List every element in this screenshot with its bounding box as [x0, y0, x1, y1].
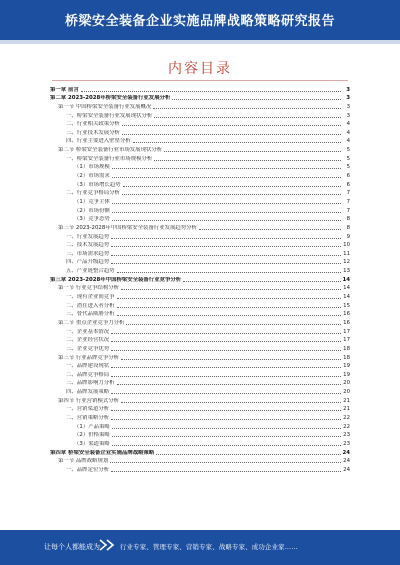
toc-entry[interactable] — [50, 215, 350, 224]
toc-page-number: 19 — [343, 371, 350, 378]
table-of-contents — [50, 85, 350, 474]
toc-entry-title: （2）市场需求 — [74, 173, 110, 180]
toc-page-number: 21 — [343, 406, 350, 413]
toc-leader-dots — [126, 324, 341, 325]
toc-entry[interactable] — [50, 362, 350, 371]
toc-leader-dots — [183, 281, 341, 282]
toc-entry[interactable] — [50, 387, 350, 396]
toc-leader-dots — [111, 376, 341, 377]
toc-entry[interactable] — [50, 120, 350, 129]
toc-leader-dots — [111, 471, 341, 472]
toc-entry[interactable] — [50, 457, 350, 466]
toc-leader-dots — [112, 436, 341, 437]
toc-entry[interactable] — [50, 284, 350, 293]
toc-entry-title: （3）渠道策略 — [74, 440, 110, 447]
toc-entry-title: 二、技术发展趋势 — [66, 242, 110, 249]
toc-entry[interactable] — [50, 258, 350, 267]
toc-entry-title: 四、品牌发展策略 — [66, 389, 110, 396]
toc-leader-dots — [164, 151, 341, 152]
toc-entry-title: 一、品牌定位分析 — [66, 466, 110, 473]
toc-entry[interactable] — [50, 465, 350, 474]
toc-entry-title: （1）市场规模 — [74, 164, 110, 171]
toc-leader-dots — [121, 402, 341, 403]
toc-page-number: 6 — [346, 173, 350, 180]
toc-entry[interactable] — [50, 405, 350, 414]
toc-page-number: 24 — [342, 449, 350, 456]
toc-entry[interactable] — [50, 249, 350, 258]
toc-leader-dots — [111, 393, 341, 394]
toc-leader-dots — [199, 229, 341, 230]
toc-entry[interactable] — [50, 94, 350, 103]
toc-page-number: 5 — [346, 147, 350, 154]
toc-page-number: 3 — [346, 103, 350, 110]
toc-entry[interactable] — [50, 336, 350, 345]
toc-leader-dots — [110, 462, 341, 463]
toc-page-number: 3 — [346, 112, 350, 119]
toc-leader-dots — [111, 246, 341, 247]
toc-leader-dots — [121, 289, 341, 290]
toc-leader-dots — [117, 298, 341, 299]
toc-page-number: 4 — [346, 121, 350, 128]
toc-entry-title: 第二节 桥梁安全装备行业市场发展现状分析 — [58, 147, 163, 154]
toc-page-number: 12 — [343, 259, 350, 266]
toc-entry[interactable] — [50, 379, 350, 388]
report-title: 桥梁安全装备企业实施品牌战略策略研究报告 — [64, 14, 335, 29]
toc-entry-title: 一、桥梁安全装备行业发展现状分析 — [66, 112, 153, 119]
toc-entry-title: 二、企业经营状况 — [66, 337, 110, 344]
toc-leader-dots — [154, 117, 341, 118]
toc-entry-title: 三、企业竞争优势 — [66, 345, 110, 352]
toc-entry[interactable] — [50, 310, 350, 319]
toc-leader-dots — [133, 142, 341, 143]
toc-entry-title: 三、替代品威胁分析 — [66, 311, 115, 318]
toc-entry-title: 一、现有企业间竞争 — [66, 294, 115, 301]
toc-entry[interactable] — [50, 266, 350, 275]
toc-entry[interactable] — [50, 171, 350, 180]
toc-entry[interactable] — [50, 431, 350, 440]
toc-page-number: 7 — [346, 207, 350, 214]
toc-page-number: 10 — [343, 242, 350, 249]
footer-tagline: 让每个人都能成为 — [44, 543, 100, 551]
toc-entry[interactable] — [50, 292, 350, 301]
toc-leader-dots — [112, 445, 341, 446]
toc-leader-dots — [122, 134, 341, 135]
toc-leader-dots — [111, 350, 341, 351]
toc-entry[interactable] — [50, 370, 350, 379]
toc-entry-title: 三、市场需求趋势 — [66, 250, 110, 257]
toc-entry-title: 第四节 行业营销模式分析 — [58, 397, 120, 404]
toc-entry-title: （2）市场份额 — [74, 207, 110, 214]
toc-entry-title: （1）产品策略 — [74, 423, 110, 430]
toc-leader-dots — [122, 194, 341, 195]
toc-entry[interactable] — [50, 206, 350, 215]
toc-entry-title: 一、桥梁安全装备行业市场规模分析 — [66, 155, 153, 162]
toc-entry[interactable] — [50, 422, 350, 431]
toc-page-number: 14 — [342, 276, 350, 283]
toc-entry-title: 二、品牌竞争格局 — [66, 371, 110, 378]
toc-entry[interactable] — [50, 180, 350, 189]
toc-leader-dots — [112, 168, 341, 169]
toc-entry-title: 一、行业发展趋势 — [66, 233, 110, 240]
toc-page-number: 24 — [343, 458, 350, 465]
toc-page-number: 8 — [346, 224, 350, 231]
header-divider — [0, 40, 400, 44]
toc-page-number: 20 — [343, 380, 350, 387]
toc-page-number: 4 — [346, 129, 350, 136]
toc-entry[interactable] — [50, 344, 350, 353]
toc-leader-dots — [111, 367, 341, 368]
toc-leader-dots — [111, 341, 341, 342]
toc-entry-title: 四、行业主要进入壁垒分析 — [66, 138, 131, 145]
toc-page-number: 5 — [346, 155, 350, 162]
toc-entry-title: 第一节 中国桥梁安全装备行业发展概况 — [58, 103, 152, 110]
toc-page-number: 14 — [343, 285, 350, 292]
toc-leader-dots — [153, 108, 341, 109]
toc-entry-title: 第四章 桥梁安全装备企业实施品牌战略策略 — [50, 449, 155, 456]
toc-leader-dots — [112, 428, 341, 429]
toc-entry-title: （2）价格策略 — [74, 432, 110, 439]
toc-page-number: 3 — [346, 95, 350, 102]
toc-entry-title: 一、企业基本情况 — [66, 328, 110, 335]
toc-entry[interactable] — [50, 318, 350, 327]
toc-page-number: 23 — [343, 440, 350, 447]
toc-entry[interactable] — [50, 145, 350, 154]
toc-entry-title: 一、营销渠道分析 — [66, 406, 110, 413]
toc-leader-dots — [112, 220, 341, 221]
toc-leader-dots — [112, 177, 341, 178]
toc-entry[interactable] — [50, 223, 350, 232]
toc-entry-title: 第三节 2023-2028年中国桥梁安全装备行业发展趋势分析 — [58, 224, 197, 231]
chevron-right-icon — [98, 538, 116, 552]
toc-page-number: 15 — [343, 302, 350, 309]
toc-entry[interactable] — [50, 241, 350, 250]
toc-leader-dots — [111, 263, 341, 264]
toc-entry[interactable] — [50, 189, 350, 198]
toc-entry-title: 第二节 重点企业竞争力分析 — [58, 319, 125, 326]
toc-entry[interactable] — [50, 111, 350, 120]
toc-page-number: 20 — [343, 389, 350, 396]
toc-entry-title: （1）竞争主体 — [74, 198, 110, 205]
toc-leader-dots — [117, 384, 341, 385]
toc-title: 内容目录 — [168, 61, 232, 77]
toc-page-number: 11 — [343, 250, 350, 257]
toc-entry[interactable] — [50, 163, 350, 172]
toc-page-number: 22 — [343, 423, 350, 430]
toc-page-number: 23 — [343, 432, 350, 439]
toc-entry[interactable] — [50, 154, 350, 163]
toc-entry[interactable] — [50, 232, 350, 241]
toc-leader-dots — [111, 410, 341, 411]
toc-page-number: 5 — [346, 164, 350, 171]
toc-entry[interactable] — [50, 448, 350, 457]
toc-page-number: 6 — [346, 181, 350, 188]
toc-page-number: 22 — [343, 414, 350, 421]
toc-leader-dots — [111, 419, 341, 420]
toc-entry-title: 第三章 2023-2028年中国桥梁安全装备行业竞争分析 — [50, 276, 182, 283]
toc-leader-dots — [111, 255, 341, 256]
toc-entry-title: 第一节 品牌战略规划 — [58, 458, 109, 465]
toc-page-number: 21 — [343, 397, 350, 404]
toc-page-number: 18 — [343, 354, 350, 361]
toc-leader-dots — [121, 359, 341, 360]
toc-entry[interactable] — [50, 396, 350, 405]
toc-leader-dots — [111, 238, 341, 239]
toc-entry-title: 二、营销策略分析 — [66, 414, 110, 421]
toc-leader-dots — [112, 212, 341, 213]
toc-leader-dots — [111, 333, 341, 334]
footer-roles: 行业专家、管理专家、营销专家、战略专家、成功企业家…… — [120, 543, 298, 551]
toc-page-number: 7 — [346, 198, 350, 205]
toc-entry[interactable] — [50, 439, 350, 448]
toc-page-number: 16 — [343, 311, 350, 318]
toc-entry[interactable] — [50, 275, 350, 284]
toc-page-number: 17 — [343, 328, 350, 335]
toc-page-number: 8 — [346, 216, 350, 223]
toc-entry-title: 第二章 2023-2028年桥梁安全装备行业发展分析 — [50, 95, 171, 102]
toc-entry[interactable] — [50, 413, 350, 422]
toc-entry-title: 二、潜在进入者分析 — [66, 302, 115, 309]
toc-leader-dots — [117, 307, 341, 308]
toc-entry-title: 五、产业链整合趋势 — [66, 268, 115, 275]
toc-entry[interactable] — [50, 301, 350, 310]
toc-page-number: 19 — [343, 363, 350, 370]
toc-leader-dots — [156, 454, 341, 455]
toc-page-number: 16 — [343, 319, 350, 326]
toc-leader-dots — [172, 99, 341, 100]
toc-leader-dots — [81, 91, 341, 92]
toc-entry[interactable] — [50, 102, 350, 111]
toc-entry-title: 二、行业相关政策分析 — [66, 121, 120, 128]
toc-entry-title: 第一节 行业竞争结构分析 — [58, 285, 120, 292]
toc-entry-title: 第三节 行业品牌竞争分析 — [58, 354, 120, 361]
toc-entry[interactable] — [50, 327, 350, 336]
toc-title-rule — [52, 80, 348, 81]
toc-entry[interactable] — [50, 128, 350, 137]
toc-page-number: 14 — [343, 294, 350, 301]
toc-leader-dots — [123, 186, 341, 187]
toc-leader-dots — [117, 272, 341, 273]
toc-entry[interactable] — [50, 353, 350, 362]
toc-entry[interactable] — [50, 85, 350, 94]
toc-page-number: 9 — [346, 233, 350, 240]
toc-page-number: 7 — [346, 190, 350, 197]
toc-entry-title: 四、产品升级趋势 — [66, 259, 110, 266]
toc-entry-title: （3）竞争态势 — [74, 216, 110, 223]
toc-entry-title: 三、行业技术发展分析 — [66, 129, 120, 136]
toc-entry[interactable] — [50, 137, 350, 146]
toc-leader-dots — [112, 203, 341, 204]
toc-entry-title: 三、品牌影响力分析 — [66, 380, 115, 387]
toc-page-number: 4 — [346, 138, 350, 145]
toc-entry-title: 第一章 前言 — [50, 86, 79, 93]
toc-entry-title: （3）市场增长趋势 — [74, 181, 121, 188]
toc-page-number: 3 — [346, 86, 350, 93]
toc-page-number: 17 — [343, 337, 350, 344]
toc-page-number: 18 — [343, 345, 350, 352]
toc-leader-dots — [117, 315, 341, 316]
toc-page-number: 24 — [343, 466, 350, 473]
toc-page-number: 13 — [343, 268, 350, 275]
toc-entry[interactable] — [50, 197, 350, 206]
toc-entry-title: 二、行业竞争格局分析 — [66, 190, 120, 197]
toc-entry-title: 一、品牌建设现状 — [66, 363, 110, 370]
toc-leader-dots — [154, 160, 341, 161]
toc-leader-dots — [122, 125, 341, 126]
